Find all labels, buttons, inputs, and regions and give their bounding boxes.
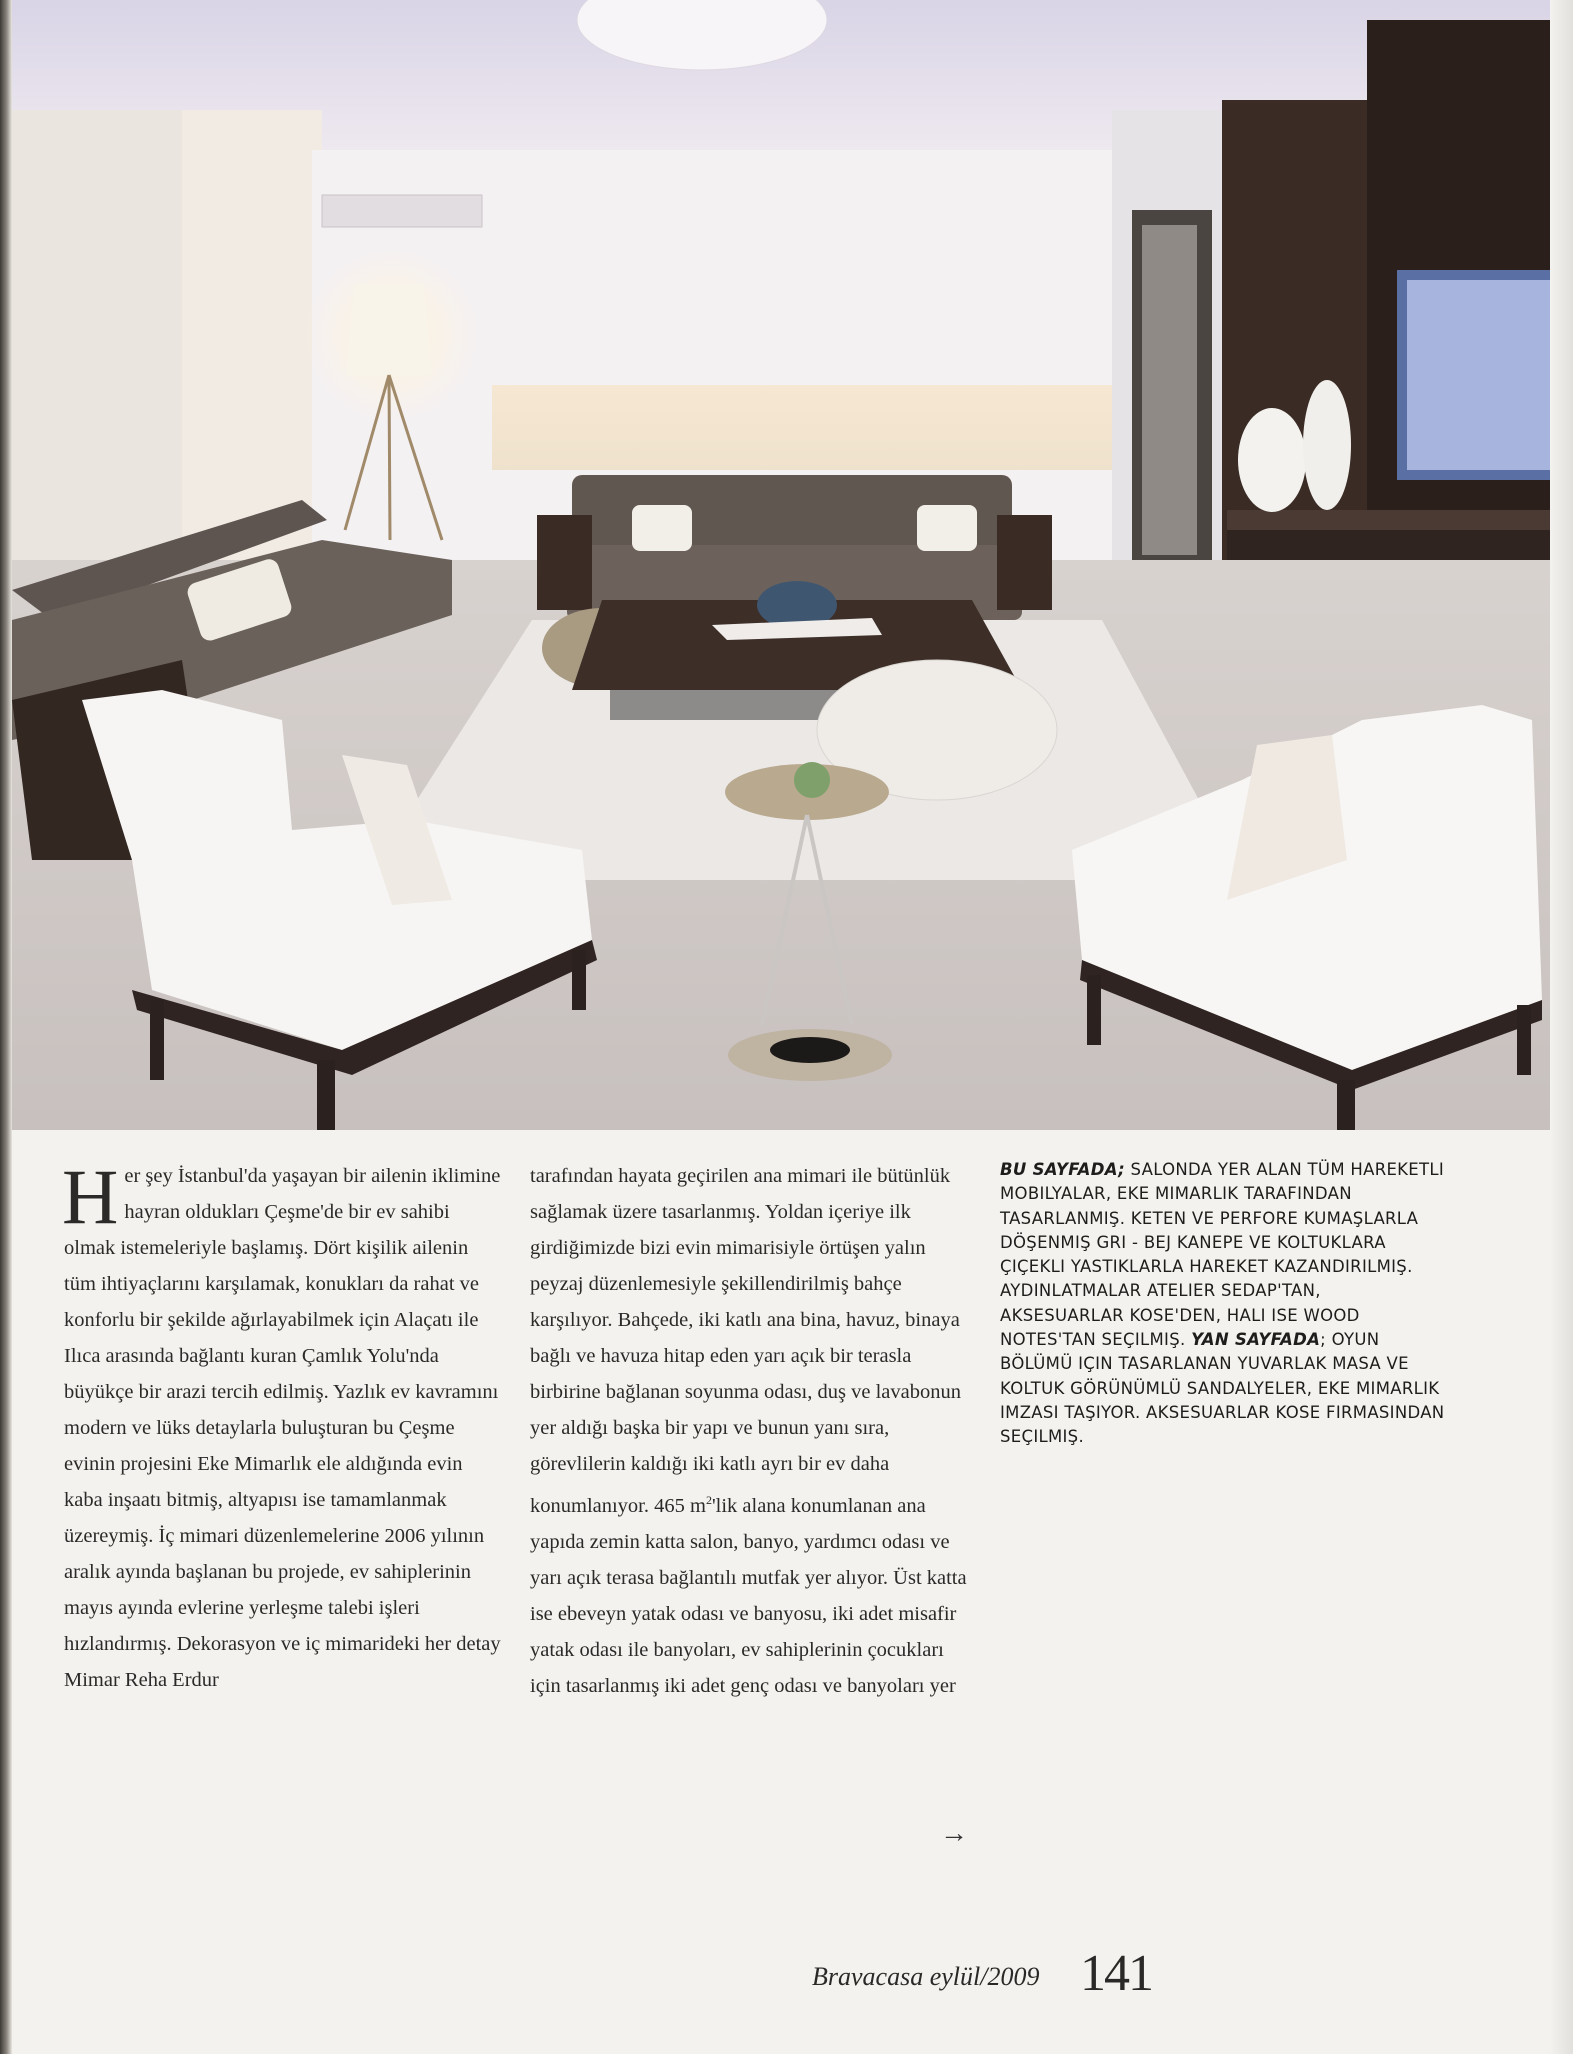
photo-caption (1000, 1158, 1450, 1450)
caption-text-1: SALONDA YER ALAN TÜM HAREKETLI MOBILYALAR, EKE MIMARLIK TARAFINDAN TASARLANMIŞ. KETEN VE PERFORE KUMAŞLARLA DÖŞENMIŞ GRI - BEJ KANEPE VE KOLTUKLARA ÇIÇEKLI YASTIKLARLA HAREKET KAZANDIRILMIŞ. AYDINLATMALAR ATELIER SEDAP'TAN, AKSESUARLAR KOSE'DEN, HALI ISE WOOD NOTES'TAN SEÇILMIŞ. (1000, 1160, 1445, 1350)
article-column-2 (530, 1158, 970, 1704)
living-room-illustration (12, 0, 1550, 1130)
interior-photo (12, 0, 1550, 1130)
caption-lead-this-page: BU SAYFADA; (1000, 1160, 1126, 1179)
caption-text-2: ; OYUN BÖLÜMÜ IÇIN TASARLANAN YUVARLAK MASA VE KOLTUK GÖRÜNÜMLÜ SANDALYELER, EKE MIMARLIK IMZASI TAŞIYOR. AKSESUARLAR KOSE FIRMASINDAN SEÇILMIŞ. (1000, 1330, 1445, 1447)
superscript-2: 2 (705, 1493, 712, 1507)
magazine-spine-shadow (0, 0, 12, 2054)
footer-publication: Bravacasa eylül/2009 (812, 1962, 1040, 1991)
article-column-1 (62, 1153, 504, 1698)
article-text-col1: er şey İstanbul'da yaşayan bir ailenin iklimine hayran oldukları Çeşme'de bir ev sahibi olmak istemeleriyle başlamış. Dört kişilik ailenin tüm ihtiyaçlarını karşılamak, konukları da rahat ve konforlu bir şekilde ağırlayabilmek için Alaçatı ile Ilıca arasında bağlantı kuran Çamlık Yolu'nda büyükçe bir arazi tercih edilmiş. Yazlık ev kavramını modern ve lüks detaylarla buluşturan bu Çeşme evinin projesini Eke Mimarlık ele aldığında evin kaba inşaatı bitmiş, altyapısı ise tamamlanmak üzereymiş. İç mimari düzenlemelerine 2006 yılının aralık ayında başlanan bu projede, ev sahiplerinin mayıs ayında evlerine yerleşme talebi işleri hızlandırmış. Dekorasyon ve iç mimarideki her detay Mimar Reha Erdur (64, 1165, 501, 1691)
drop-cap: H (62, 1153, 119, 1240)
page-edge (1550, 0, 1573, 2054)
article-text-col2-a: tarafından hayata geçirilen ana mimari ile bütünlük sağlamak üzere tasarlanmış. Yoldan içeriye ilk girdiğimizde bizi evin mimarisiyle örtüşen yalın peyzaj düzenlemesiyle şekillendirilmiş bahçe karşılıyor. Bahçede, iki katlı ana bina, havuz, binaya bağlı ve havuza hitap eden yarı açık bir terasla birbirine bağlanan soyunma odası, duş ve lavabonun yer aldığı başka bir yapı ve bunun yanı sıra, görevlilerin kaldığı iki katlı ayrı bir ev daha konumlanıyor. 465 m (530, 1165, 961, 1517)
caption-lead-opposite-page: YAN SAYFADA (1191, 1330, 1321, 1350)
page-number: 141 (1080, 1945, 1152, 2002)
continue-arrow-icon: → (940, 1818, 968, 1849)
article-text-col2-b: 'lik alana konumlanan ana yapıda zemin katta salon, banyo, yardımcı odası ve yarı açık terasa bağlantılı mutfak yer alıyor. Üst katta ise ebeveyn yatak odası ve banyosu, iki adet misafir yatak odası ile banyoları, ev sahiplerinin çocukları için tasarlanmış iki adet genç odası ve banyoları yer (530, 1494, 967, 1697)
